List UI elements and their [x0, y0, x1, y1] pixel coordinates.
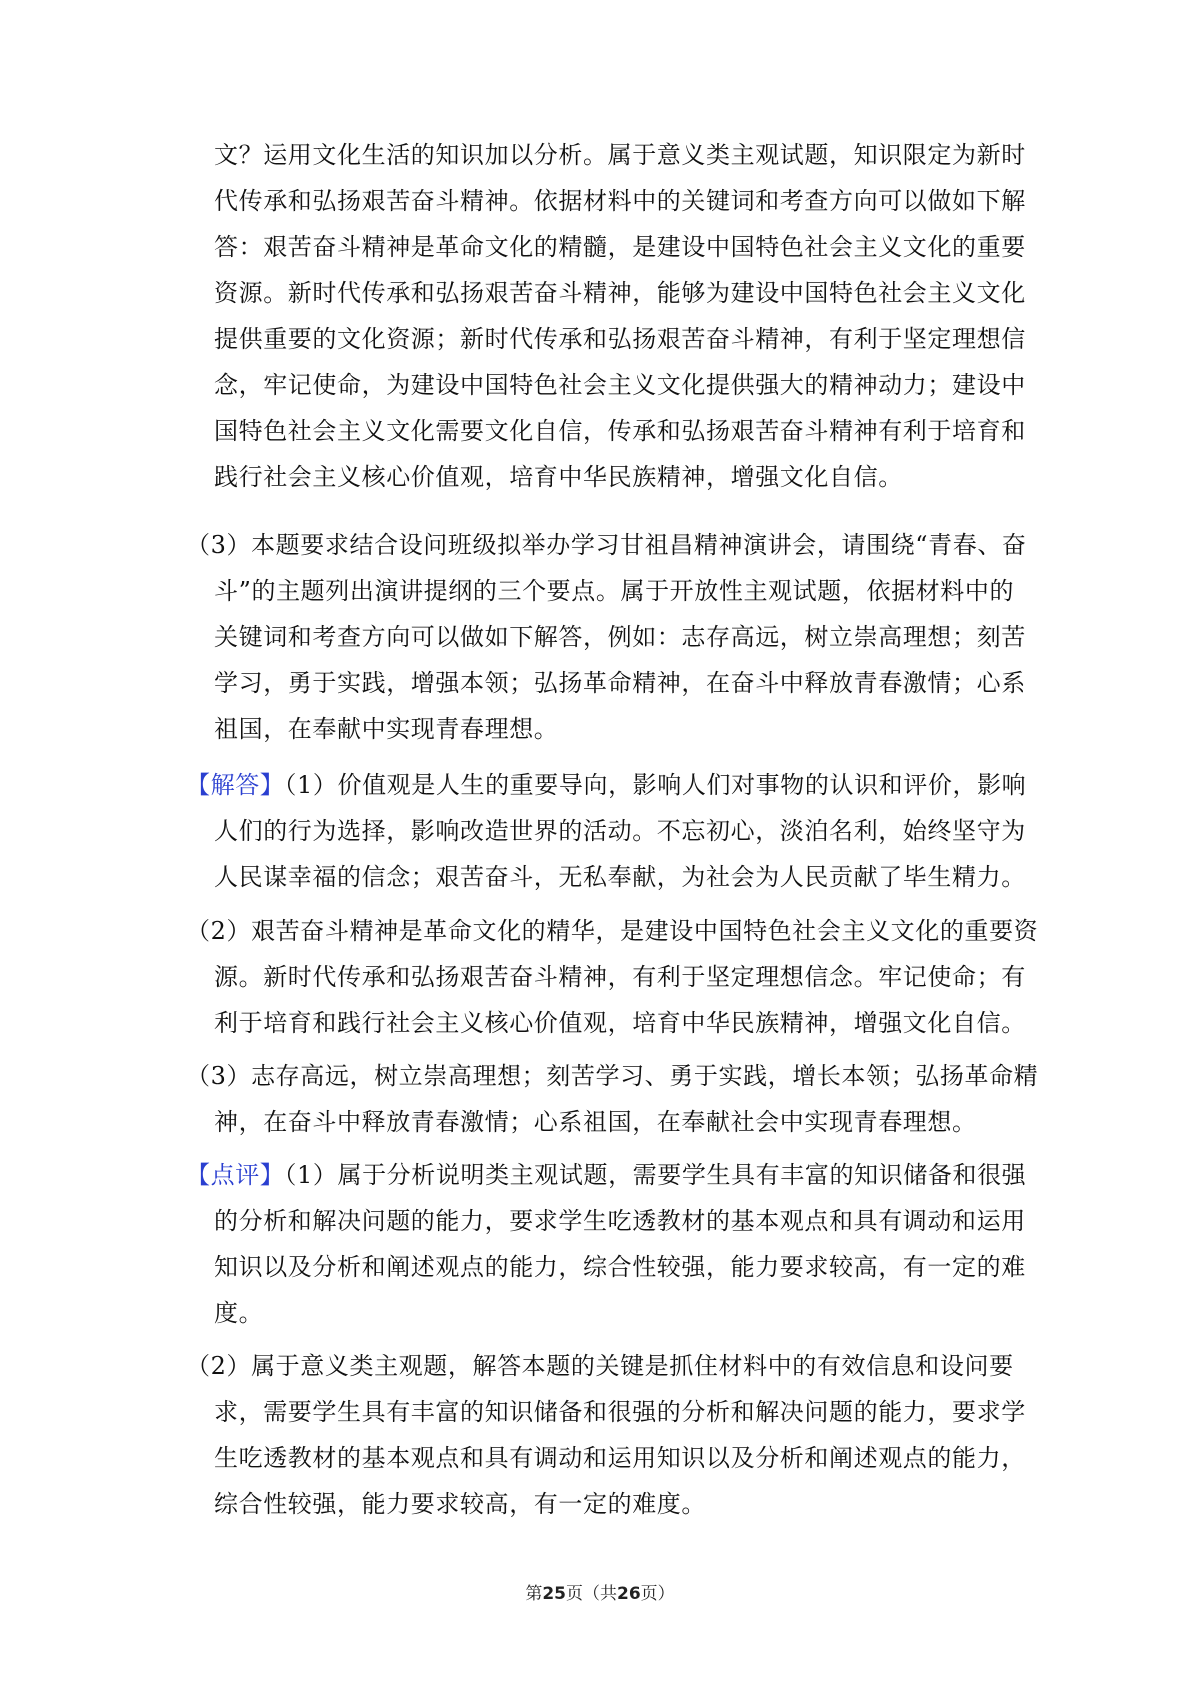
- text-line: 度。: [214, 1299, 264, 1327]
- answer-tag: 【解答】: [186, 771, 285, 799]
- text-line: 祖国，在奉献中实现青春理想。: [214, 715, 559, 743]
- text-line: 人民谋幸福的信念；艰苦奋斗，无私奉献，为社会为人民贡献了毕生精力。: [214, 863, 1026, 891]
- text-line: 利于培育和践行社会主义核心价值观，培育中华民族精神，增强文化自信。: [214, 1009, 1026, 1037]
- text-line: 生吃透教材的基本观点和具有调动和运用知识以及分析和阐述观点的能力，: [214, 1444, 1026, 1472]
- text-line: 关键词和考查方向可以做如下解答，例如：志存高远，树立崇高理想；刻苦: [214, 623, 1026, 651]
- total-page-number: 26: [617, 1584, 641, 1604]
- comment-line: [186, 1158, 1026, 1192]
- text-line: 人们的行为选择，影响改造世界的活动。不忘初心，淡泊名利，始终坚守为: [214, 817, 1026, 845]
- text-line: 答：艰苦奋斗精神是革命文化的精髓，是建设中国特色社会主义文化的重要: [214, 233, 1026, 261]
- answer-line: [186, 768, 1026, 802]
- text-line: 斗”的主题列出演讲提纲的三个要点。属于开放性主观试题，依据材料中的: [214, 577, 1015, 605]
- footer-prefix: 第: [525, 1584, 543, 1604]
- footer-suffix: 页）: [640, 1584, 675, 1604]
- text-line: （3）本题要求结合设问班级拟举办学习甘祖昌精神演讲会，请围绕“青春、奋: [186, 531, 1027, 559]
- current-page-number: 25: [542, 1584, 566, 1604]
- page-footer: [0, 1583, 1200, 1605]
- text-line: （3）志存高远，树立崇高理想；刻苦学习、勇于实践，增长本领；弘扬革命精: [186, 1062, 1039, 1090]
- text-line: 资源。新时代传承和弘扬艰苦奋斗精神，能够为建设中国特色社会主义文化: [214, 279, 1026, 307]
- text-line: 学习，勇于实践，增强本领；弘扬革命精神，在奋斗中释放青春激情；心系: [214, 669, 1026, 697]
- text-line: 念，牢记使命，为建设中国特色社会主义文化提供强大的精神动力；建设中: [214, 371, 1026, 399]
- text-line: 求，需要学生具有丰富的知识储备和很强的分析和解决问题的能力，要求学: [214, 1398, 1026, 1426]
- text-line: 提供重要的文化资源；新时代传承和弘扬艰苦奋斗精神，有利于坚定理想信: [214, 325, 1026, 353]
- text-line: 文？运用文化生活的知识加以分析。属于意义类主观试题，知识限定为新时: [214, 141, 1026, 169]
- footer-middle: 页（共: [566, 1584, 617, 1604]
- text-line: （2）艰苦奋斗精神是革命文化的精华，是建设中国特色社会主义文化的重要资: [186, 917, 1039, 945]
- comment-text: （1）属于分析说明类主观试题，需要学生具有丰富的知识储备和很强: [284, 1161, 1027, 1189]
- text-line: 国特色社会主义文化需要文化自信，传承和弘扬艰苦奋斗精神有利于培育和: [214, 417, 1026, 445]
- text-line: 源。新时代传承和弘扬艰苦奋斗精神，有利于坚定理想信念。牢记使命；有: [214, 963, 1026, 991]
- answer-text: （1）价值观是人生的重要导向，影响人们对事物的认识和评价，影响: [284, 771, 1027, 799]
- text-line: 知识以及分析和阐述观点的能力，综合性较强，能力要求较高，有一定的难: [214, 1253, 1026, 1281]
- comment-tag: 【点评】: [186, 1161, 285, 1189]
- text-line: 综合性较强，能力要求较高，有一定的难度。: [214, 1490, 706, 1518]
- text-line: （2）属于意义类主观题，解答本题的关键是抓住材料中的有效信息和设问要: [186, 1352, 1014, 1380]
- text-line: 神，在奋斗中释放青春激情；心系祖国，在奉献社会中实现青春理想。: [214, 1108, 977, 1136]
- text-line: 代传承和弘扬艰苦奋斗精神。依据材料中的关键词和考查方向可以做如下解: [214, 187, 1026, 215]
- text-line: 践行社会主义核心价值观，培育中华民族精神，增强文化自信。: [214, 463, 903, 491]
- text-line: 的分析和解决问题的能力，要求学生吃透教材的基本观点和具有调动和运用: [214, 1207, 1026, 1235]
